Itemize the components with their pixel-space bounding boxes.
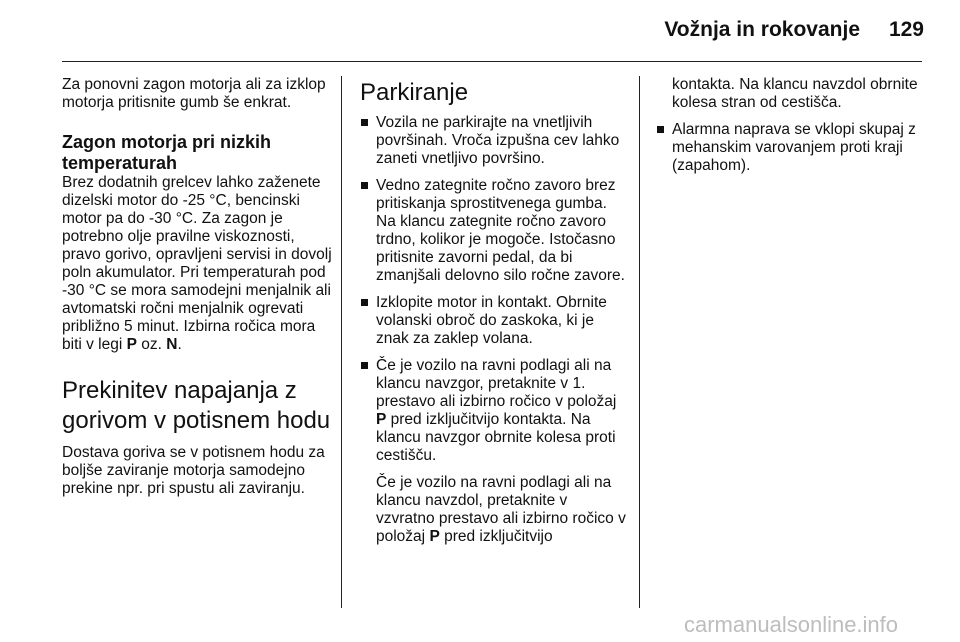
column-middle — [360, 78, 626, 555]
list-item — [360, 357, 626, 546]
subparagraph-text: Če je vozilo na ravni podlagi ali na klancu navzdol, pretaknite v vzvratno prestavo ali izbirno ročico v položaj — [376, 474, 626, 545]
column-divider — [639, 76, 640, 608]
list-item-text: Če je vozilo na ravni podlagi ali na klancu navzgor, pretaknite v 1. prestavo ali izbirno ročico v položaj — [376, 357, 617, 410]
square-bullet-icon — [361, 362, 368, 369]
list-item — [360, 114, 626, 168]
column-left — [62, 76, 334, 510]
list-item-text: Vedno zategnite ročno zavoro brez pritiskanja sprostitvenega gumba. Na klancu zategnite ročno zavoro trdno, kolikor je mogoče. Istočasno pritisnite zavorni pedal, da bi zmanjšali delovno silo ročne zavore. — [376, 177, 625, 284]
list-item-subparagraph — [376, 474, 626, 546]
heading-parking: Parkiranje — [360, 79, 469, 106]
intro-paragraph: Za ponovni zagon motorja ali za izklop motorja pritisnite gumb še enkrat. — [62, 76, 326, 111]
list-item-text: pred izključitvijo kontakta. Na klancu navzgor obrnite kolesa proti cestišču. — [376, 411, 616, 464]
square-bullet-icon — [657, 126, 664, 133]
heading-cold-start: Zagon motorja pri nizkih temperaturah — [62, 132, 272, 173]
list-item-text: Alarmna naprava se vklopi skupaj z mehanskim varovanjem proti kraji (zapahom). — [672, 121, 916, 174]
subparagraph-text: pred izključitvijo — [439, 528, 553, 545]
cold-start-text: Brez dodatnih grelcev lahko zaženete dizelski motor do -25 °C, bencinski motor pa do -30 °C. Za zagon je potrebno olje pravilne viskoznosti, pravo gorivo, opravljeni servisi in dovolj poln akumulator. Pri temperaturah pod -30 °C se mora samodejni menjalnik ali avtomatski ročni menjalnik ogrevati približno 5 minut. Izbirna ročica mora biti v legi — [62, 174, 332, 353]
list-item-text: Izklopite motor in kontakt. Obrnite volanski obroč do zaskoka, ki je znak za zaklep volana. — [376, 294, 607, 347]
gear-p-label: P — [429, 528, 440, 545]
header-title: Vožnja in rokovanje — [664, 18, 860, 41]
column-right — [656, 76, 926, 184]
parking-list-continued — [656, 121, 926, 175]
gear-p-label: P — [126, 336, 137, 353]
column-divider — [341, 76, 342, 608]
fuel-cutoff-paragraph: Dostava goriva se v potisnem hodu za boljše zaviranje motorja samodejno prekine npr. pri spustu ali zaviranju. — [62, 444, 325, 497]
watermark: carmanualsonline.info — [684, 612, 899, 637]
gear-n-label: N — [166, 336, 178, 353]
gear-p-label: P — [376, 411, 387, 428]
list-item-text: Vozila ne parkirajte na vnetljivih površinah. Vroča izpušna cev lahko zaneti vnetljivo površino. — [376, 114, 620, 167]
square-bullet-icon — [361, 299, 368, 306]
list-item — [656, 121, 926, 175]
list-item — [360, 177, 626, 285]
cold-start-paragraph — [62, 174, 334, 354]
cold-start-text-or: oz. — [136, 336, 167, 353]
continued-paragraph: kontakta. Na klancu navzdol obrnite kolesa stran od cestišča. — [672, 76, 918, 111]
heading-fuel-cutoff: Prekinitev napajanja z gorivom v potisnem hodu — [62, 377, 331, 434]
cold-start-text-end: . — [177, 336, 182, 353]
square-bullet-icon — [361, 182, 368, 189]
parking-list — [360, 114, 626, 546]
square-bullet-icon — [361, 119, 368, 126]
header-divider — [62, 61, 922, 62]
list-item — [360, 294, 626, 348]
page-number: 129 — [888, 18, 924, 41]
